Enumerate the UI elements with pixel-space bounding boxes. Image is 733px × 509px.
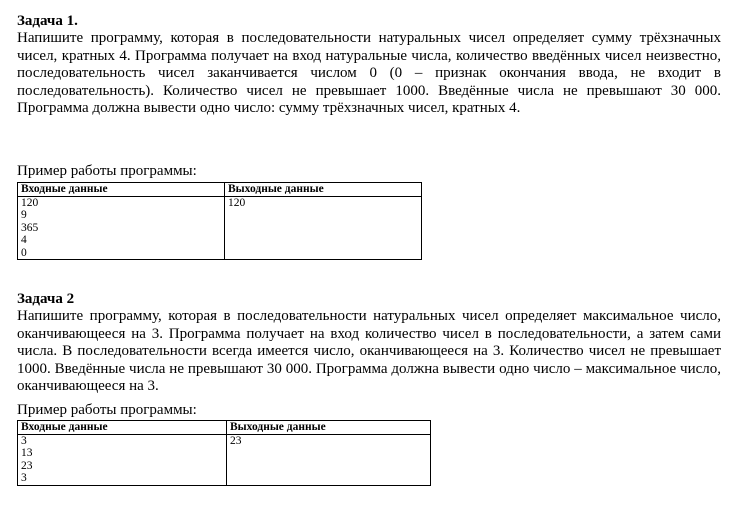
input-line: 13 — [21, 447, 33, 459]
task-1 — [17, 12, 721, 118]
task-2-example-label: Пример работы программы: — [17, 402, 197, 418]
output-cell — [225, 196, 422, 260]
output-header: Выходные данные — [227, 421, 431, 435]
input-line: 23 — [21, 459, 33, 472]
task-1-title: Задача 1. — [17, 13, 78, 29]
output-line: 23 — [230, 434, 242, 447]
task-2 — [17, 290, 721, 396]
input-line: 120 — [21, 196, 39, 209]
input-cell — [18, 434, 227, 485]
input-cell — [18, 196, 225, 260]
task-1-example-label: Пример работы программы: — [17, 163, 197, 179]
input-line: 9 — [21, 209, 27, 221]
input-header: Входные данные — [18, 421, 227, 435]
output-header: Выходные данные — [225, 183, 422, 197]
task-2-example-table — [17, 420, 431, 486]
input-line: 4 — [21, 234, 27, 246]
input-line: 3 — [21, 434, 27, 447]
input-header: Входные данные — [18, 183, 225, 197]
task-2-text: Напишите программу, которая в последовательности натуральных чисел определяет максимальное число, оканчивающееся на 3. Программа получает на вход количество чисел в последовательности, а затем сами числа. В последовательности всегда имеется число, оканчивающееся на 3. Количество чисел не превышает 1000. Введённые числа не превышают 30 000. Программа должна вывести одно число – максимальное число, оканчивающееся на 3. — [17, 308, 721, 394]
input-line: 0 — [21, 246, 27, 259]
input-line: 365 — [21, 221, 39, 234]
input-line: 3 — [21, 472, 27, 484]
task-1-example-table — [17, 182, 422, 260]
task-2-title: Задача 2 — [17, 291, 75, 307]
task-1-text: Напишите программу, которая в последовательности натуральных чисел определяет сумму трёхзначных чисел, кратных 4. Программа получает на вход натуральные числа, количество введённых чисел неизвестно, последовательность чисел заканчивается числом 0 (0 – признак окончания ввода, не входит в последовательность). Количество чисел не превышает 1000. Введённые числа не превышают 30 000. Программа должна вывести одно число: сумму трёхзначных чисел, кратных 4. — [17, 30, 721, 116]
output-line: 120 — [228, 196, 246, 209]
output-cell — [227, 434, 431, 485]
